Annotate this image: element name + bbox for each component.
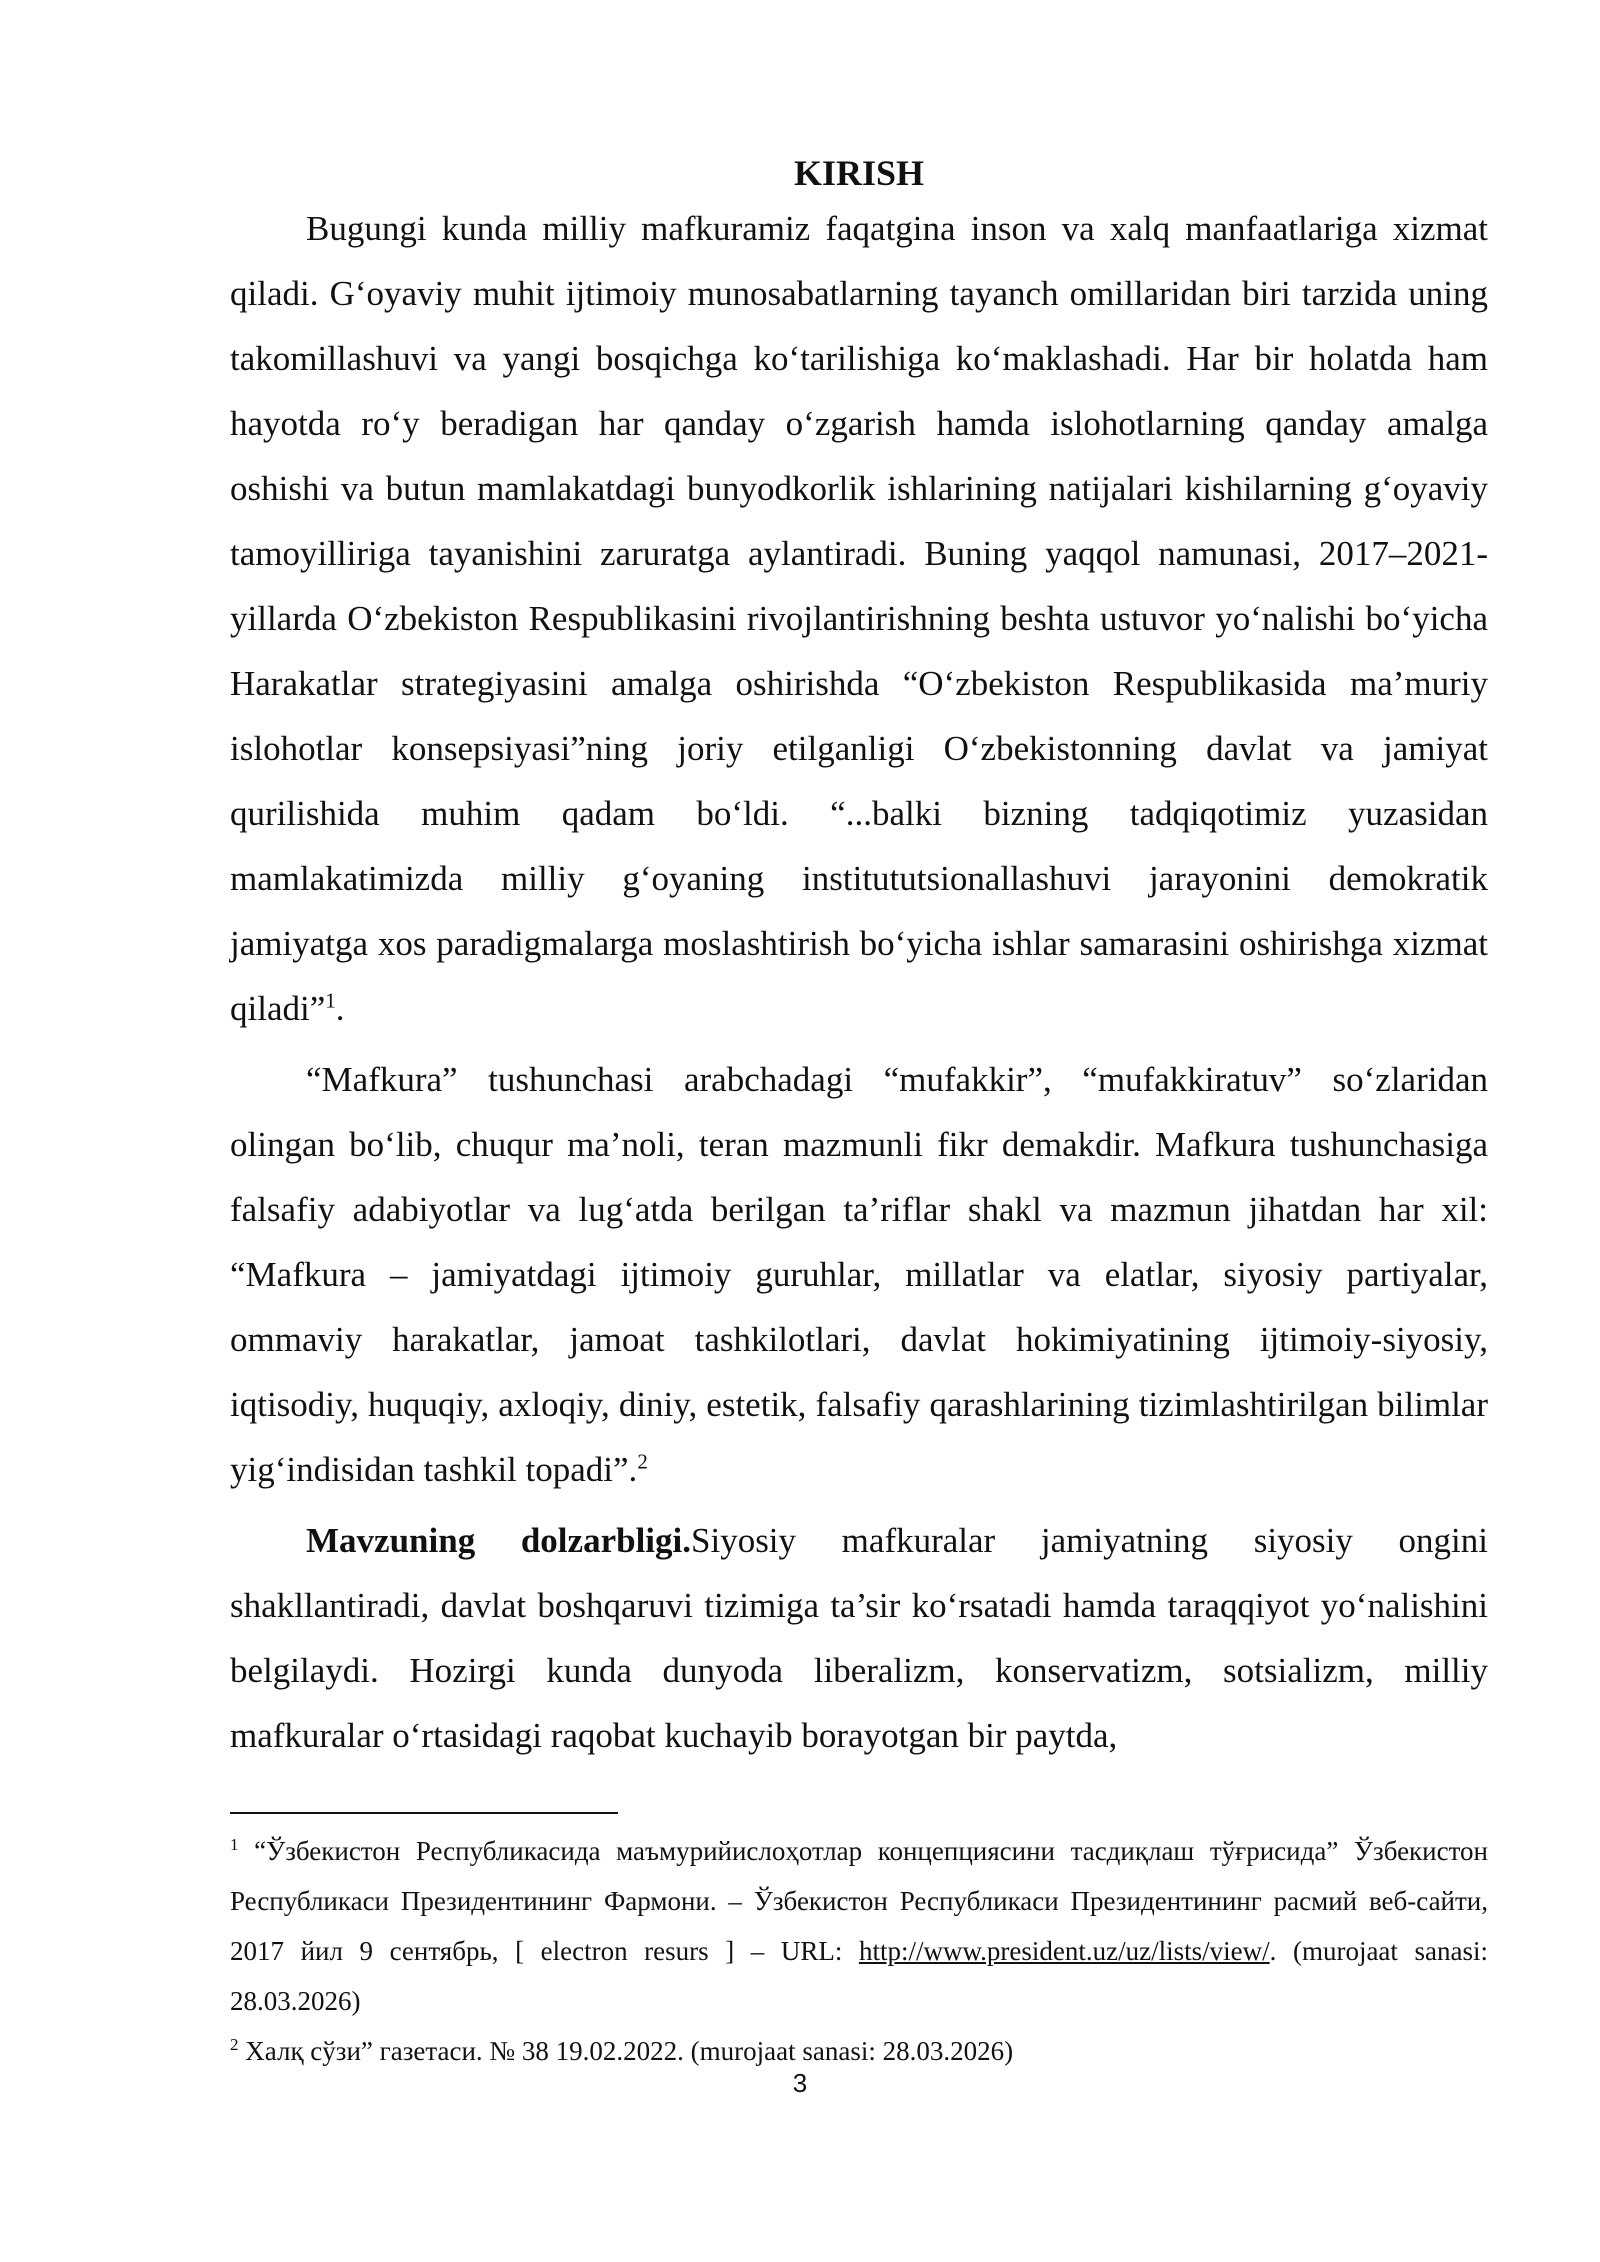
- main-content: [230, 150, 1488, 1768]
- footnote-1: [230, 1826, 1488, 2026]
- footnotes: [230, 1826, 1488, 2076]
- footnote-ref-2[interactable]: 2: [637, 1449, 648, 1474]
- footnote-ref-1[interactable]: 1: [325, 988, 336, 1013]
- relevance-heading: Mavzuning dolzarbligi.: [306, 1521, 691, 1560]
- paragraph-intro: [230, 196, 1488, 1041]
- footnote-1-number: 1: [230, 1835, 239, 1854]
- paragraph-intro-text: Bugungi kunda milliy mafkuramiz faqatgina inson va xalq manfaatlariga xizmat qiladi. G‘oyaviy muhit ijtimoiy munosabatlarning tayanch omillaridan biri tarzida uning takomillashuvi va yangi bosqichga ko‘tarilishiga ko‘maklashadi. Har bir holatda ham hayotda ro‘y beradigan har qanday o‘zgarish hamda islohotlarning qanday amalga oshishi va butun mamlakatdagi bunyodkorlik ishlarining natijalari kishilarning g‘oyaviy tamoyilliriga tayanishini zaruratga aylantiradi. Buning yaqqol namunasi, 2017–2021-yillarda O‘zbekiston Respublikasini rivojlantirishning beshta ustuvor yo‘nalishi bo‘yicha Harakatlar strategiyasini amalga oshirishda “O‘zbekiston Respublikasida ma’muriy islohotlar konsepsiyasi”ning joriy etilganligi O‘zbekistonning davlat va jamiyat qurilishida muhim qadam bo‘ldi. “...balki bizning tadqiqotimiz yuzasidan mamlakatimizda milliy g‘oyaning institututsionallashuvi jarayonini demokratik jamiyatga xos paradigmalarga moslashtirish bo‘yicha ishlar samarasini oshirishga xizmat qiladi”: [230, 209, 1488, 1028]
- footnote-1-tail: . (murojaat sanasi: 28.03.2026): [230, 1936, 1488, 2016]
- paragraph-intro-end: .: [335, 989, 345, 1028]
- paragraph-mafkura: [230, 1047, 1488, 1502]
- footnote-1-link[interactable]: http://www.president.uz/uz/lists/view/: [858, 1936, 1270, 1966]
- footnote-2-number: 2: [230, 2035, 239, 2054]
- section-heading: KIRISH: [793, 153, 925, 193]
- paragraph-relevance: [230, 1508, 1488, 1768]
- page-number: 3: [792, 2068, 808, 2098]
- footnote-1-text: “Ўзбекистон Республикасида маъмурийислоҳотлар концепциясини тасдиқлаш тўғрисида” Ўзбекистон Республикаси Президентининг Фармони. – Ўзбекистон Республикаси Президентининг расмий веб-сайти, 2017 йил 9 сентябрь, [ electron resurs ] – URL:: [230, 1836, 1489, 1966]
- paragraph-relevance-text: Siyosiy mafkuralar jamiyatning siyosiy ongini shakllantiradi, davlat boshqaruvi tizimiga ta’sir ko‘rsatadi hamda taraqqiyot yo‘nalishini belgilaydi. Hozirgi kunda dunyoda liberalizm, konservatizm, sotsializm, milliy mafkuralar o‘rtasidagi raqobat kuchayib borayotgan bir paytda,: [230, 1521, 1488, 1755]
- footnote-separator: [230, 1812, 618, 1814]
- paragraph-mafkura-text: “Mafkura” tushunchasi arabchadagi “mufakkir”, “mufakkiratuv” so‘zlaridan olingan bo‘lib, chuqur ma’noli, teran mazmunli fikr demakdir. Mafkura tushunchasiga falsafiy adabiyotlar va lug‘atda berilgan ta’riflar shakl va mazmun jihatdan har xil: “Mafkura – jamiyatdagi ijtimoiy guruhlar, millatlar va elatlar, siyosiy partiyalar, ommaviy harakatlar, jamoat tashkilotlari, davlat hokimiyatining ijtimoiy-siyosiy, iqtisodiy, huquqiy, axloqiy, diniy, estetik, falsafiy qarashlarining tizimlashtirilgan bilimlar yig‘indisidan tashkil topadi”.: [230, 1060, 1488, 1489]
- footnote-2-text: Халқ сўзи” газетаси. № 38 19.02.2022. (murojaat sanasi: 28.03.2026): [245, 2036, 1014, 2066]
